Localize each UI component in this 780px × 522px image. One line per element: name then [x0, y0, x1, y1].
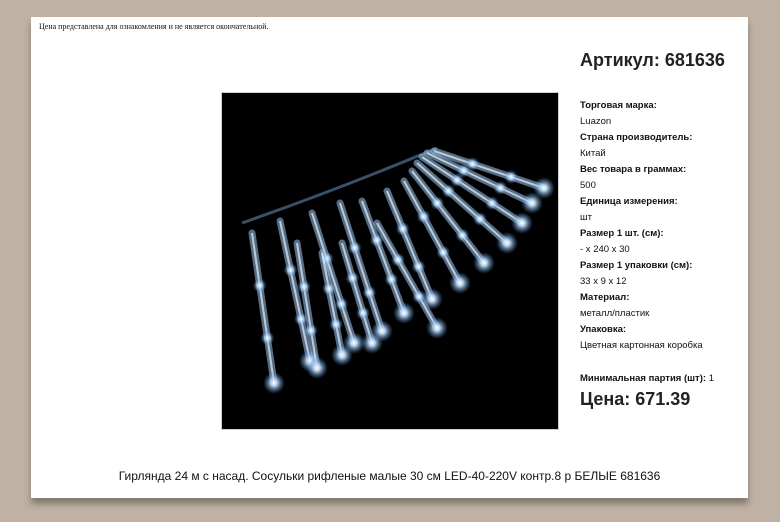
- spec-item: [580, 130, 745, 162]
- spec-label: Вес товара в граммах:: [580, 164, 687, 175]
- spec-value: Цветная картонная коробка: [580, 340, 703, 351]
- spec-value: 500: [580, 180, 596, 191]
- spec-label: Упаковка:: [580, 324, 627, 335]
- price-notice: Цена представлена для ознакомления и не является окончательной.: [39, 22, 269, 31]
- spec-item: [580, 258, 745, 290]
- spec-item: [580, 98, 745, 130]
- spec-list: [580, 98, 745, 354]
- product-photo: [221, 92, 559, 430]
- spec-label: Размер 1 упаковки (см):: [580, 260, 693, 271]
- spec-label: Торговая марка:: [580, 100, 657, 111]
- spec-value: Китай: [580, 148, 606, 159]
- article-number: Артикул: 681636: [580, 50, 725, 70]
- spec-value: металл/пластик: [580, 308, 650, 319]
- spec-value: шт: [580, 212, 592, 223]
- spec-label: Страна производитель:: [580, 132, 693, 143]
- spec-value: Luazon: [580, 116, 612, 127]
- spec-item: [580, 226, 745, 258]
- product-sheet: [31, 17, 748, 498]
- spec-item: [580, 194, 745, 226]
- spec-value: - х 240 х 30: [580, 244, 630, 255]
- led-icicle-garland-photo: [222, 93, 558, 429]
- product-title: Гирлянда 24 м с насад. Сосульки рифленые малые 30 см LED-40-220V контр.8 р БЕЛЫЕ 681636: [118, 469, 661, 483]
- spec-label: Материал:: [580, 292, 630, 303]
- spec-label: Единица измерения:: [580, 196, 678, 207]
- price: Цена: 671.39: [580, 389, 691, 409]
- spec-label: Размер 1 шт. (см):: [580, 228, 664, 239]
- spec-item: [580, 322, 745, 354]
- spec-item: [580, 290, 745, 322]
- minimum-order: [580, 373, 714, 384]
- minimum-order-value: 1: [708, 373, 714, 384]
- minimum-order-label: Минимальная партия (шт):: [580, 373, 707, 384]
- spec-item: [580, 162, 745, 194]
- spec-value: 33 х 9 х 12: [580, 276, 627, 287]
